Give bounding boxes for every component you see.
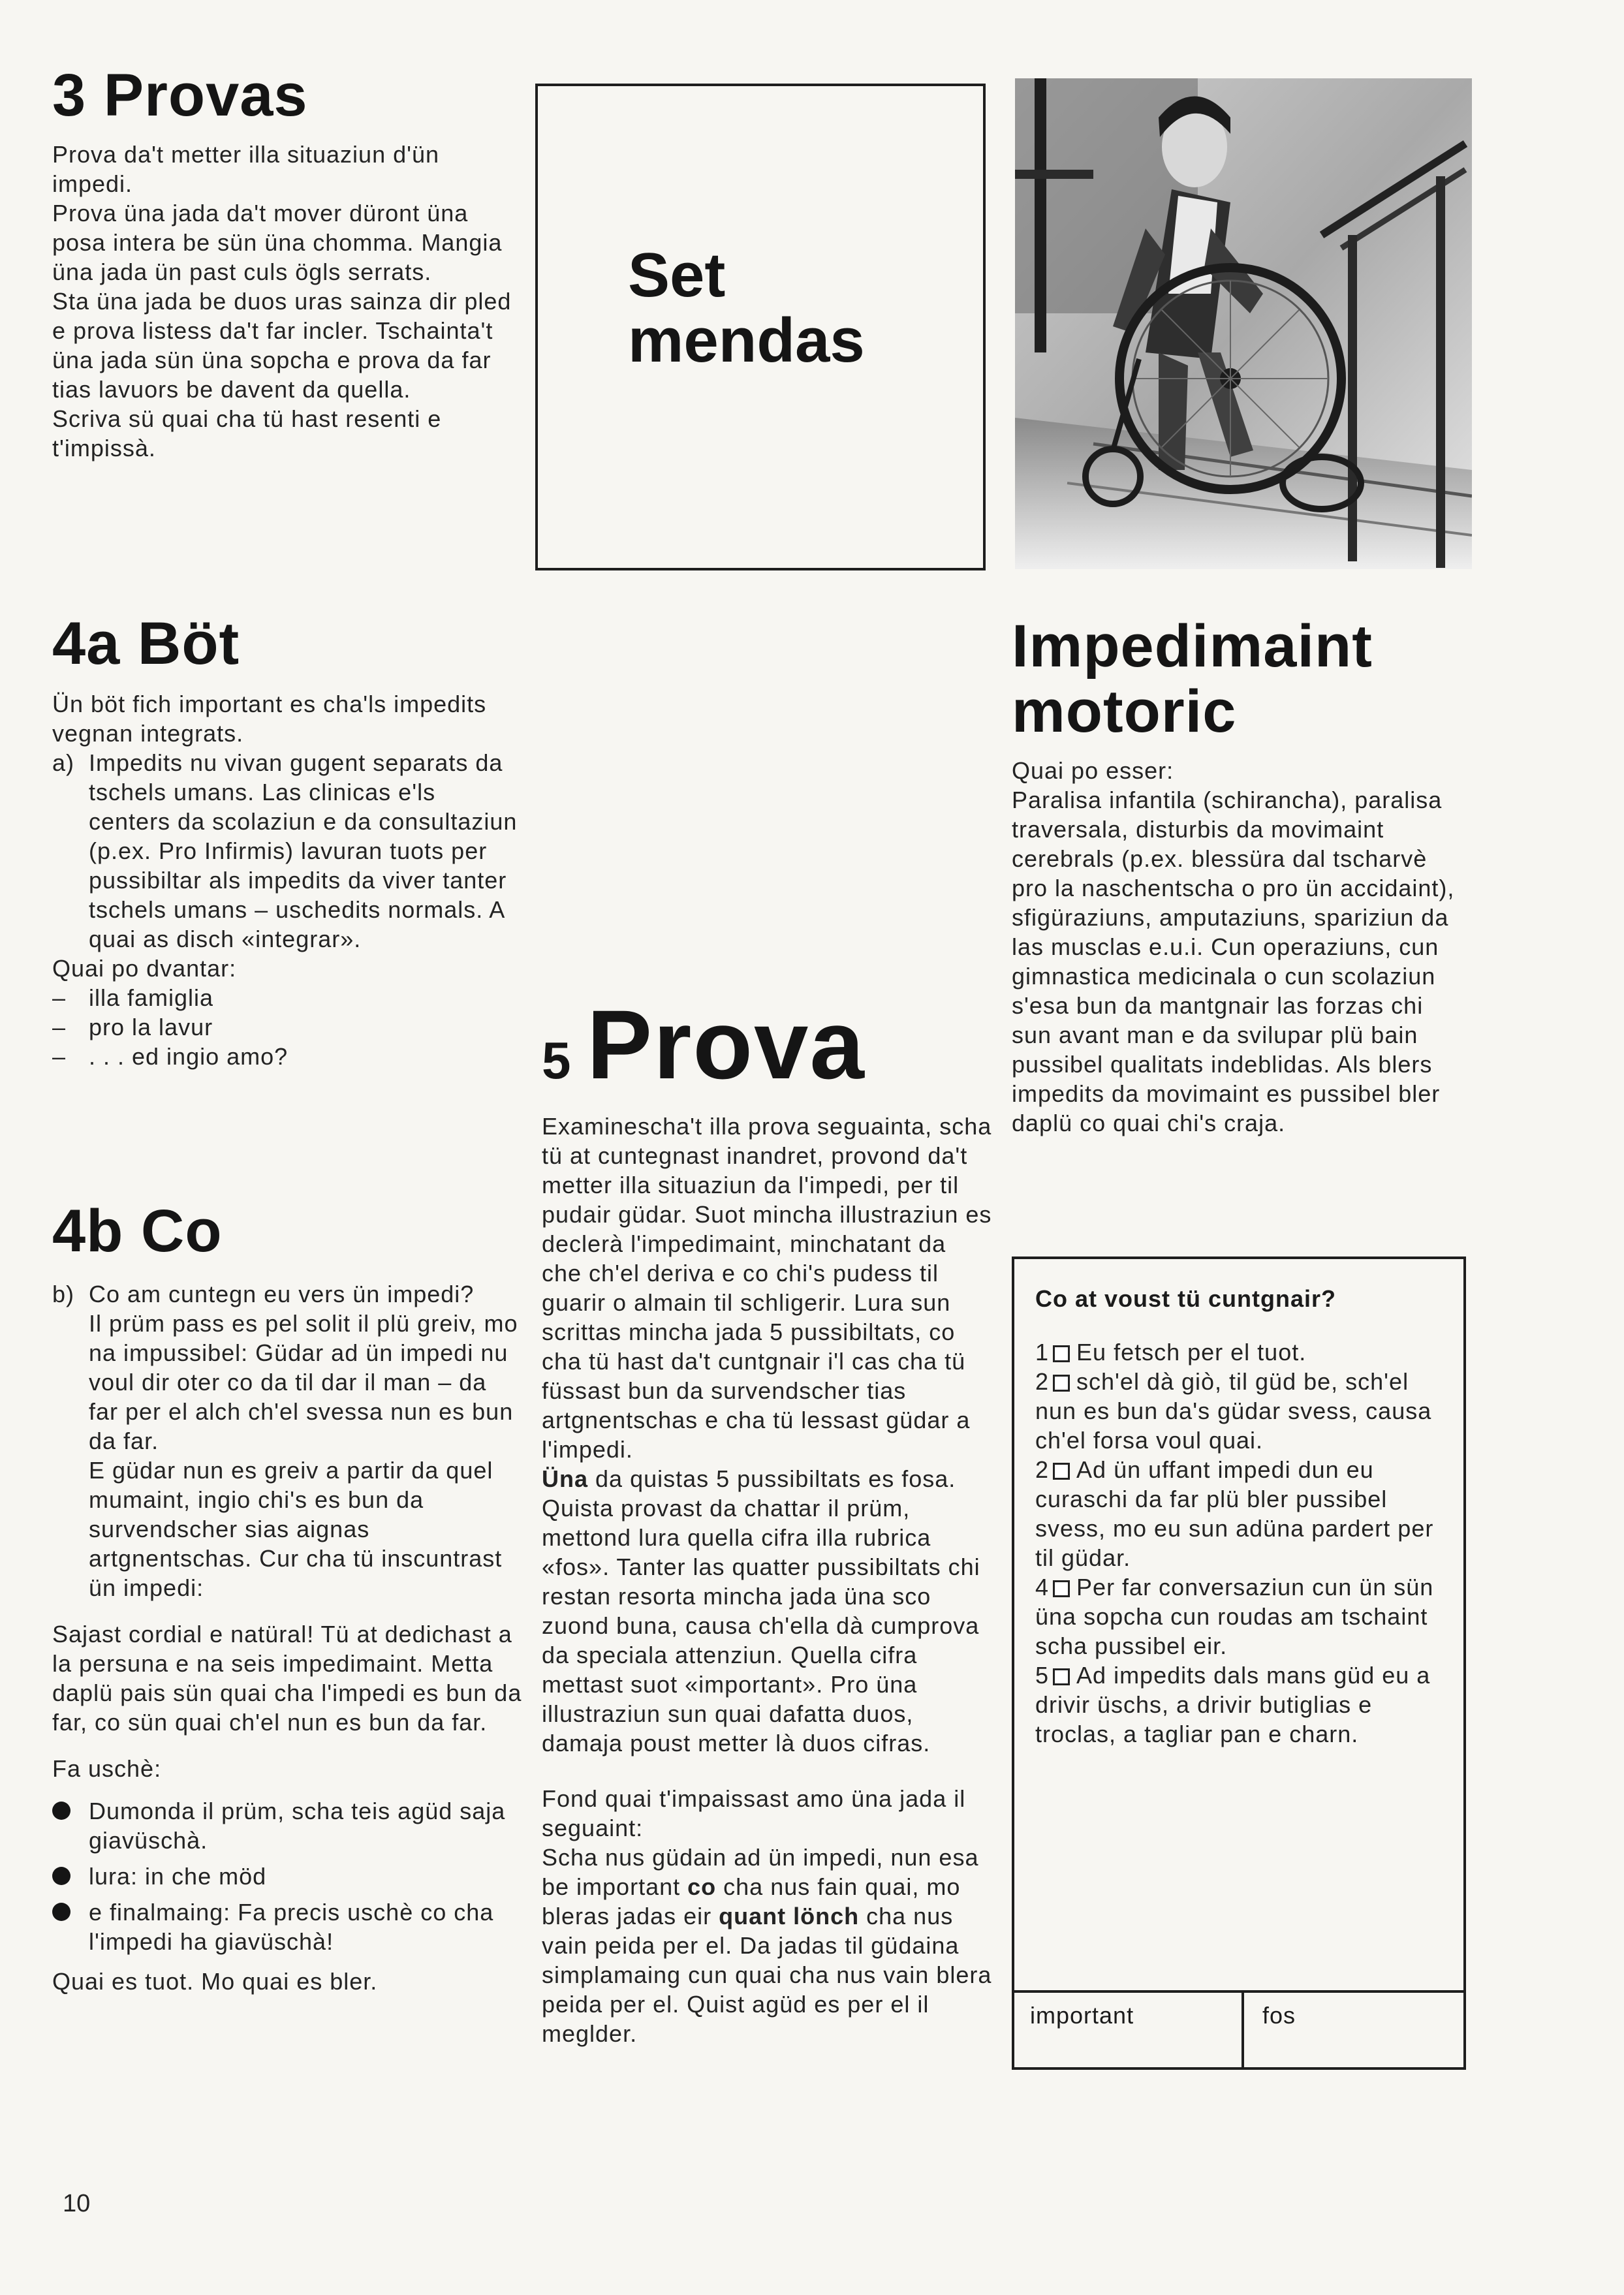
- impedimaint-text: Paralisa infantila (schirancha), paralisa traversala, disturbis da movimaint cerebrals (p.ex. blessüra dal tscharvè pro la naschentscha o pro ün accidaint), sfigüraziuns, amputaziuns, spariziun da las musclas e.u.i. Cun operaziuns, cun gimnastica medicinala o cun scolaziun s'esa bun da mantgnair las forzas chi sun avant man e da svilupar plü bain pussibel qualitats indeblidas. Als blers impedits da movimaint es pussibel bler daplü co quai chi's craja.: [1012, 787, 1455, 1136]
- set-mendas-title: Set mendas: [628, 240, 865, 375]
- list-item: e finalmaing: Fa precis uschè co cha l'impedi ha giavüschà!: [52, 1897, 522, 1956]
- set-mendas-box: [535, 84, 986, 570]
- section-5: [542, 990, 992, 2048]
- list-item: – illa famiglia: [52, 984, 214, 1011]
- section-5-p3: Fond quai t'impaissast amo üna jada il seguaint:: [542, 1785, 966, 1841]
- list-item: lura: in che möd: [52, 1862, 522, 1891]
- section-4b: [52, 1198, 522, 1996]
- quiz-option-2b: 2 Ad ün uffant impedi dun eu curaschi da far plü bler pussibel svess, mo eu sun adüna pardert per til güdar.: [1035, 1456, 1434, 1571]
- quiz-options: [1035, 1337, 1446, 1749]
- quiz-box: [1012, 1257, 1466, 2070]
- section-4b-heading: 4b Co: [52, 1198, 223, 1264]
- section-4b-item-b: b) Co am cuntegn eu vers ün impedi? Il prüm pass es pel solit il plü greiv, mo na impussibel: Güdar ad ün impedi nu voul dir oter co da til dar il man – da far per el alch ch'el svessa nun es bun da far. E güdar nun es greiv a partir da quel mumaint, ingio chi's es bun da survendscher sias aignas artgnentschas. Cur cha tü inscuntrast ün impedi:: [52, 1281, 518, 1601]
- section-5-p1: Examinescha't illa prova seguainta, scha tü at cuntegnast inandret, provond da't metter illa situaziun da l'impedi, per til pudair güdar. Suot mincha illustraziun es declerà l'impedimaint, minchatant da che ch'el deriva e co chi's pudess til guarir o almain til schligerir. Lura sun scrittas mincha jada 5 pussibiltats, co cha tü hast da't cuntgnair i'l cas cha tü füssast bun da survendscher tias artgnentschas e cha tü lessast güdar a l'impedi.: [542, 1113, 992, 1463]
- section-4b-p4: Fa uschè:: [52, 1755, 162, 1782]
- list-item: – . . . ed ingio amo?: [52, 1043, 289, 1070]
- section-5-p2: Üna da quistas 5 pussibiltats es fosa. Quista provast da chattar il prüm, mettond lura quella cifra illa rubrica «fos». Tanter las quatter pussibiltats chi restan resorta mincha jada üna sco zuond buna, causa ch'ella dà cumprova da speciala attenziun. Quella cifra mettast suot «important». Pro üna illustraziun sun quai dafatta duos, damaja poust metter là duos cifras.: [542, 1465, 980, 1756]
- list-item: Dumonda il prüm, scha teis agüd saja giavüschà.: [52, 1796, 522, 1855]
- checkbox-5[interactable]: [1053, 1668, 1070, 1685]
- quiz-option-5: 5 Ad impedits dals mans güd eu a drivir üschs, a drivir butiglias e troclas, a tagliar pan e charn.: [1035, 1662, 1431, 1747]
- quiz-option-1: 1 Eu fetsch per el tuot.: [1035, 1339, 1307, 1366]
- section-4b-bullets: [52, 1796, 522, 1956]
- bullet-dot-icon: [52, 1802, 70, 1820]
- section-4a-intro: Ün böt fich important es cha'ls impedits vegnan integrats.: [52, 691, 487, 747]
- section-3: [52, 62, 522, 463]
- answer-label-fos: fos: [1262, 2002, 1296, 2029]
- answer-cell-important[interactable]: [1014, 1993, 1244, 2067]
- quiz-option-4: 4 Per far conversaziun cun ün sün üna sopcha cun roudas am tschaint scha pussibel eir.: [1035, 1574, 1434, 1659]
- quiz-option-2a: 2 sch'el dà giò, til güd be, sch'el nun es bun da's güdar svess, causa ch'el forsa voul quai.: [1035, 1368, 1432, 1454]
- impedimaint-heading: Impedimaint motoric: [1012, 613, 1373, 745]
- checkbox-4[interactable]: [1053, 1580, 1070, 1597]
- section-3-heading: 3 Provas: [52, 62, 308, 129]
- answer-cell-fos[interactable]: [1244, 1993, 1463, 2067]
- section-4a-item-a: a) Impedits nu vivan gugent separats da tschels umans. Las clinicas e'ls centers da scolaziun e da consultaziun (p.ex. Pro Infirmis) lavuran tuots per pussibiltar als impedits da viver tanter tschels umans – uschedits normals. A quai as disch «integrar».: [52, 749, 518, 952]
- section-4a-list: [52, 983, 522, 1071]
- checkbox-2a[interactable]: [1053, 1375, 1070, 1392]
- quiz-title: Co at voust tü cuntgnair?: [1035, 1285, 1336, 1312]
- section-4a-question: Quai po dvantar:: [52, 955, 237, 982]
- checkbox-2b[interactable]: [1053, 1463, 1070, 1480]
- section-4b-closing: Quai es tuot. Mo quai es bler.: [52, 1968, 378, 1995]
- section-5-p4: Scha nus güdain ad ün impedi, nun esa be important co cha nus fain quai, mo bleras jadas eir quant lönch cha nus vain peida per el. Da jadas til güdaina simplamaing cun quai cha nus vain blera peida per el. Quist agüd es per el il meglder.: [542, 1844, 992, 2047]
- impedimaint-question: Quai po esser:: [1012, 757, 1174, 784]
- page-number: 10: [63, 2190, 91, 2217]
- wheelchair-photo: [1015, 78, 1472, 569]
- section-3-text: Prova da't metter illa situaziun d'ün impedi. Prova üna jada da't mover düront üna posa intera be sün üna chomma. Mangia üna jada ün past culs ögls serrats. Sta üna jada be duos uras sainza dir pled e prova listess da't far incler. Tschainta't üna jada sün üna sopcha e prova da far tias lavuors be davent da quella. Scriva sü quai cha tü hast resenti e t'impissà.: [52, 141, 512, 461]
- bullet-dot-icon: [52, 1903, 70, 1921]
- bullet-dot-icon: [52, 1867, 70, 1885]
- section-4a: [52, 610, 522, 1071]
- impedimaint-section: [1012, 614, 1469, 1138]
- answer-label-important: important: [1030, 2002, 1134, 2029]
- list-item: – pro la lavur: [52, 1014, 213, 1040]
- wheelchair-illustration: [1015, 78, 1472, 569]
- section-5-heading: 5 Prova: [542, 990, 866, 1099]
- section-4a-heading: 4a Böt: [52, 610, 240, 677]
- checkbox-1[interactable]: [1053, 1345, 1070, 1362]
- quiz-answer-row: [1012, 1990, 1466, 2070]
- section-4b-p3: Sajast cordial e natüral! Tü at dedichast a la persuna e na seis impedimaint. Metta daplü pais sün quai cha l'impedi es bun da far, co sün quai ch'el nun es bun da far.: [52, 1621, 522, 1736]
